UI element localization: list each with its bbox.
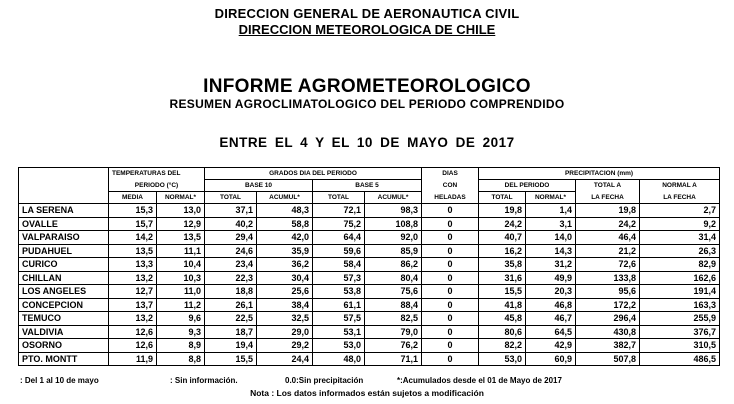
cell-b5-total: 72,1	[313, 204, 365, 218]
cell-normal-a-fecha: 9,2	[640, 217, 720, 231]
cell-b10-total: 37,1	[205, 204, 257, 218]
cell-normal-a-fecha: 376,7	[640, 325, 720, 339]
cell-precip-normal: 46,8	[526, 298, 576, 312]
cell-precip-total: 24,2	[479, 217, 526, 231]
cell-normal-a-fecha: 82,9	[640, 258, 720, 272]
cell-temp-normal: 8,9	[157, 339, 205, 353]
table-row	[19, 339, 720, 353]
header-blank	[19, 180, 109, 192]
cell-b10-total: 26,1	[205, 298, 257, 312]
cell-total-a-fecha: 133,8	[576, 271, 640, 285]
cell-station: CURICO	[19, 258, 109, 272]
cell-precip-total: 82,2	[479, 339, 526, 353]
dias-header-3: HELADAS	[422, 192, 479, 204]
cell-temp-normal: 10,4	[157, 258, 205, 272]
col-media: MEDIA	[109, 192, 157, 204]
cell-temp-media: 14,2	[109, 231, 157, 245]
cell-b5-total: 61,1	[313, 298, 365, 312]
temp-header-2: PERIODO (°C)	[109, 180, 205, 192]
cell-station: OSORNO	[19, 339, 109, 353]
cell-normal-a-fecha: 31,4	[640, 231, 720, 245]
cell-b5-total: 75,2	[313, 217, 365, 231]
cell-station: LOS ANGELES	[19, 285, 109, 299]
cell-dias-heladas: 0	[422, 231, 479, 245]
cell-dias-heladas: 0	[422, 298, 479, 312]
cell-b10-total: 29,4	[205, 231, 257, 245]
table-row	[19, 244, 720, 258]
cell-total-a-fecha: 430,8	[576, 325, 640, 339]
cell-temp-media: 12,6	[109, 325, 157, 339]
table-row	[19, 231, 720, 245]
cell-normal-a-fecha: 2,7	[640, 204, 720, 218]
cell-precip-total: 15,5	[479, 285, 526, 299]
cell-temp-normal: 11,1	[157, 244, 205, 258]
cell-b10-acumul: 32,5	[257, 312, 313, 326]
cell-b10-total: 18,7	[205, 325, 257, 339]
cell-b5-total: 58,4	[313, 258, 365, 272]
cell-temp-media: 13,2	[109, 312, 157, 326]
cell-precip-total: 40,7	[479, 231, 526, 245]
cell-b10-total: 22,3	[205, 271, 257, 285]
cell-precip-normal: 14,3	[526, 244, 576, 258]
cell-b5-acumul: 85,9	[365, 244, 422, 258]
cell-normal-a-fecha: 310,5	[640, 339, 720, 353]
cell-precip-total: 41,8	[479, 298, 526, 312]
cell-precip-total: 31,6	[479, 271, 526, 285]
cell-dias-heladas: 0	[422, 244, 479, 258]
cell-temp-media: 13,5	[109, 244, 157, 258]
table-row	[19, 312, 720, 326]
cell-total-a-fecha: 172,2	[576, 298, 640, 312]
report-subtitle: RESUMEN AGROCLIMATOLOGICO DEL PERIODO COMPRENDIDO	[169, 97, 565, 111]
cell-b10-total: 18,8	[205, 285, 257, 299]
header-blank	[19, 192, 109, 204]
cell-b10-total: 22,5	[205, 312, 257, 326]
cell-b5-acumul: 80,4	[365, 271, 422, 285]
col-acumul-b10: ACUMUL*	[257, 192, 313, 204]
cell-total-a-fecha: 19,8	[576, 204, 640, 218]
header-blank	[19, 168, 109, 180]
cell-station: VALPARAISO	[19, 231, 109, 245]
cell-precip-normal: 20,3	[526, 285, 576, 299]
cell-b5-total: 48,0	[313, 352, 365, 366]
cell-b5-total: 64,4	[313, 231, 365, 245]
cell-b5-total: 53,8	[313, 285, 365, 299]
header-row-3	[19, 192, 720, 204]
cell-temp-media: 13,2	[109, 271, 157, 285]
cell-station: PTO. MONTT	[19, 352, 109, 366]
cell-b5-acumul: 79,0	[365, 325, 422, 339]
report-period: ENTRE EL 4 Y EL 10 DE MAYO DE 2017	[219, 135, 515, 150]
agro-data-table	[18, 167, 720, 366]
cell-b10-acumul: 48,3	[257, 204, 313, 218]
col-total-precip: TOTAL	[479, 192, 526, 204]
cell-temp-normal: 9,3	[157, 325, 205, 339]
cell-b10-total: 19,4	[205, 339, 257, 353]
table-row	[19, 298, 720, 312]
organization-line-1: DIRECCION GENERAL DE AERONAUTICA CIVIL	[214, 6, 520, 21]
cell-station: OVALLE	[19, 217, 109, 231]
cell-b10-total: 40,2	[205, 217, 257, 231]
cell-total-a-fecha: 95,6	[576, 285, 640, 299]
cell-precip-normal: 31,2	[526, 258, 576, 272]
cell-b5-total: 57,5	[313, 312, 365, 326]
cell-temp-media: 11,9	[109, 352, 157, 366]
table-row	[19, 217, 720, 231]
total-a-header-2: LA FECHA	[576, 192, 640, 204]
cell-precip-normal: 1,4	[526, 204, 576, 218]
cell-b10-acumul: 24,4	[257, 352, 313, 366]
cell-total-a-fecha: 507,8	[576, 352, 640, 366]
cell-temp-normal: 12,9	[157, 217, 205, 231]
col-normal-temp: NORMAL*	[157, 192, 205, 204]
cell-b10-acumul: 25,6	[257, 285, 313, 299]
cell-dias-heladas: 0	[422, 217, 479, 231]
cell-precip-normal: 14,0	[526, 231, 576, 245]
cell-temp-normal: 13,0	[157, 204, 205, 218]
cell-normal-a-fecha: 162,6	[640, 271, 720, 285]
cell-temp-normal: 11,2	[157, 298, 205, 312]
agro-table-wrapper	[18, 167, 719, 366]
total-a-header: TOTAL A	[576, 180, 640, 192]
cell-b5-total: 53,1	[313, 325, 365, 339]
cell-normal-a-fecha: 191,4	[640, 285, 720, 299]
col-total-b5: TOTAL	[313, 192, 365, 204]
normal-a-header: NORMAL A	[640, 180, 720, 192]
cell-total-a-fecha: 21,2	[576, 244, 640, 258]
cell-total-a-fecha: 24,2	[576, 217, 640, 231]
cell-b10-acumul: 42,0	[257, 231, 313, 245]
cell-b10-acumul: 29,2	[257, 339, 313, 353]
cell-b10-acumul: 36,2	[257, 258, 313, 272]
table-row	[19, 325, 720, 339]
cell-station: CHILLAN	[19, 271, 109, 285]
normal-a-header-2: LA FECHA	[640, 192, 720, 204]
cell-dias-heladas: 0	[422, 204, 479, 218]
temp-header: TEMPERATURAS DEL	[109, 168, 205, 180]
dias-header-2: CON	[422, 180, 479, 192]
cell-b5-acumul: 75,6	[365, 285, 422, 299]
col-normal-precip: NORMAL*	[526, 192, 576, 204]
cell-precip-total: 45,8	[479, 312, 526, 326]
cell-temp-normal: 11,0	[157, 285, 205, 299]
cell-dias-heladas: 0	[422, 271, 479, 285]
footer-no-info-note: : Sin información.	[170, 376, 238, 385]
footer-period-note: : Del 1 al 10 de mayo	[20, 376, 99, 385]
organization-line-2-text: DIRECCION METEOROLOGICA DE CHILE	[238, 22, 496, 37]
cell-precip-normal: 49,9	[526, 271, 576, 285]
footer-accumulated-note: *:Acumulados desde el 01 de Mayo de 2017	[397, 376, 562, 385]
cell-b5-acumul: 92,0	[365, 231, 422, 245]
cell-b10-acumul: 29,0	[257, 325, 313, 339]
table-row	[19, 285, 720, 299]
cell-normal-a-fecha: 163,3	[640, 298, 720, 312]
cell-b5-acumul: 76,2	[365, 339, 422, 353]
cell-dias-heladas: 0	[422, 352, 479, 366]
cell-temp-media: 12,6	[109, 339, 157, 353]
cell-temp-normal: 8,8	[157, 352, 205, 366]
dias-header-1: DIAS	[422, 168, 479, 180]
cell-precip-total: 80,6	[479, 325, 526, 339]
table-row	[19, 258, 720, 272]
cell-precip-normal: 42,9	[526, 339, 576, 353]
cell-temp-normal: 13,5	[157, 231, 205, 245]
cell-dias-heladas: 0	[422, 325, 479, 339]
cell-station: LA SERENA	[19, 204, 109, 218]
cell-temp-normal: 10,3	[157, 271, 205, 285]
grados-header: GRADOS DIA DEL PERIODO	[205, 168, 422, 180]
col-acumul-b5: ACUMUL*	[365, 192, 422, 204]
cell-precip-normal: 3,1	[526, 217, 576, 231]
table-row	[19, 352, 720, 366]
cell-b10-acumul: 38,4	[257, 298, 313, 312]
cell-precip-normal: 64,5	[526, 325, 576, 339]
table-row	[19, 204, 720, 218]
cell-b5-total: 53,0	[313, 339, 365, 353]
header-row-2	[19, 180, 720, 192]
cell-b5-total: 59,6	[313, 244, 365, 258]
cell-temp-media: 13,7	[109, 298, 157, 312]
cell-precip-total: 35,8	[479, 258, 526, 272]
cell-temp-normal: 9,6	[157, 312, 205, 326]
cell-b10-total: 15,5	[205, 352, 257, 366]
cell-b10-acumul: 30,4	[257, 271, 313, 285]
cell-dias-heladas: 0	[422, 258, 479, 272]
cell-b10-total: 24,6	[205, 244, 257, 258]
cell-total-a-fecha: 296,4	[576, 312, 640, 326]
cell-b5-acumul: 82,5	[365, 312, 422, 326]
table-row	[19, 271, 720, 285]
cell-total-a-fecha: 382,7	[576, 339, 640, 353]
cell-total-a-fecha: 72,6	[576, 258, 640, 272]
cell-b5-total: 57,3	[313, 271, 365, 285]
cell-dias-heladas: 0	[422, 285, 479, 299]
cell-b10-acumul: 58,8	[257, 217, 313, 231]
base5-header: BASE 5	[313, 180, 422, 192]
cell-b5-acumul: 86,2	[365, 258, 422, 272]
cell-temp-media: 15,3	[109, 204, 157, 218]
table-body	[19, 204, 720, 366]
col-total-b10: TOTAL	[205, 192, 257, 204]
cell-station: VALDIVIA	[19, 325, 109, 339]
cell-temp-media: 15,7	[109, 217, 157, 231]
cell-normal-a-fecha: 255,9	[640, 312, 720, 326]
cell-station: PUDAHUEL	[19, 244, 109, 258]
organization-line-2	[0, 22, 734, 37]
cell-b5-acumul: 108,8	[365, 217, 422, 231]
cell-station: CONCEPCION	[19, 298, 109, 312]
cell-dias-heladas: 0	[422, 339, 479, 353]
base10-header: BASE 10	[205, 180, 313, 192]
cell-normal-a-fecha: 486,5	[640, 352, 720, 366]
cell-b10-acumul: 35,9	[257, 244, 313, 258]
footer-disclaimer: Nota : Los datos informados están sujetos a modificación	[250, 388, 484, 398]
cell-b5-acumul: 71,1	[365, 352, 422, 366]
cell-temp-media: 12,7	[109, 285, 157, 299]
cell-station: TEMUCO	[19, 312, 109, 326]
del-periodo-header: DEL PERIODO	[479, 180, 576, 192]
cell-normal-a-fecha: 26,3	[640, 244, 720, 258]
cell-precip-total: 53,0	[479, 352, 526, 366]
cell-precip-total: 16,2	[479, 244, 526, 258]
footer-no-precip-note: 0.0:Sin precipitación	[285, 376, 364, 385]
cell-temp-media: 13,3	[109, 258, 157, 272]
cell-precip-normal: 60,9	[526, 352, 576, 366]
header-row-1	[19, 168, 720, 180]
cell-dias-heladas: 0	[422, 312, 479, 326]
cell-precip-total: 19,8	[479, 204, 526, 218]
cell-total-a-fecha: 46,4	[576, 231, 640, 245]
cell-precip-normal: 46,7	[526, 312, 576, 326]
cell-b5-acumul: 88,4	[365, 298, 422, 312]
report-title: INFORME AGROMETEOROLOGICO	[203, 76, 531, 97]
cell-b10-total: 23,4	[205, 258, 257, 272]
precip-header: PRECIPITACION (mm)	[479, 168, 720, 180]
cell-b5-acumul: 98,3	[365, 204, 422, 218]
